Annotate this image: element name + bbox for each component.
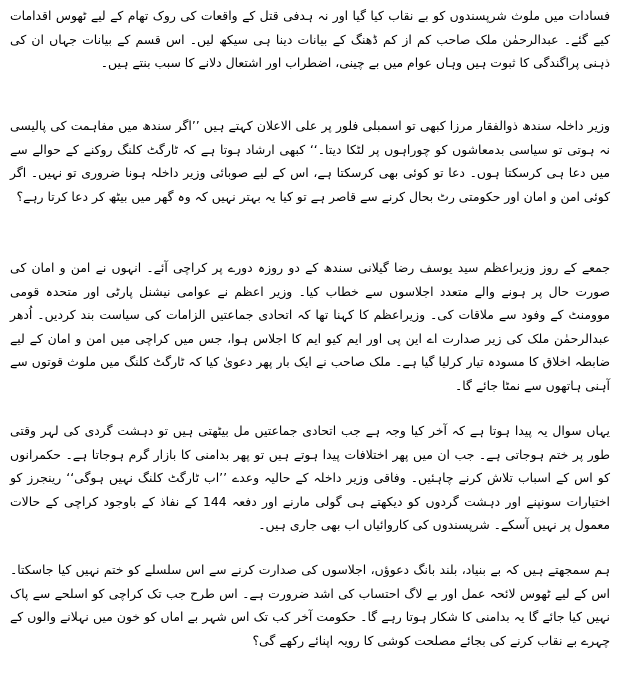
paragraph-4: یہاں سوال یہ پیدا ہوتا ہے کہ آخر کیا وجہ ہے جب اتحادی جماعتیں مل بیٹھتی ہیں تو دہشت گردی کی لہر وقتی طور پر ختم ہوجاتی ہے۔ جب ان میں پھر اختلافات پیدا ہوتے ہیں تو پھر بدامنی کا بازار گرم ہوجاتا ہے۔ حکمرانوں کو اس کے اسباب تلاش کرنے چاہئیں۔ وفاقی وزیر داخلہ کے حالیہ وعدے ’’اب ٹارگٹ کلنگ نہیں ہوگی‘‘ رینجرز کو اختیارات سونپنے اور دہشت گردوں کو دیکھتے ہی گولی مارنے اور دفعہ 144 کے نفاذ کے باوجود کراچی کے حالات معمول پر نہیں آسکے۔ شرپسندوں کی کاروائیاں اب بھی جاری ہیں۔ (10, 423, 610, 532)
paragraph-3: جمعے کے روز وزیراعظم سید یوسف رضا گیلانی سندھ کے دو روزہ دورے پر کراچی آئے۔ انہوں نے امن و امان کی صورت حال پر ہونے والے متعدد اجلاسوں سے خطاب کیا۔ وزیر اعظم نے عوامی نیشنل پارٹی اور متحدہ قومی موومنٹ کے وفود سے ملاقات کی۔ وزیراعظم کا کہنا تھا کہ اتحادی جماعتیں الزامات کی سیاست بند کردیں۔ اُدھر عبدالرحمٰن ملک کی زیر صدارت اے این پی اور ایم کیو ایم کا اجلاس ہوا، جس میں کراچی میں امن و امان کے لیے ضابطہ اخلاق کا مسودہ تیار کرلیا گیا ہے۔ ملک صاحب نے ایک بار پھر دعویٰ کیا کہ ٹارگٹ کلنگ میں ملوث قوتوں سے آہنی ہاتھوں سے نمٹا جائے گا۔ (10, 260, 610, 393)
paragraph-1: فسادات میں ملوث شرپسندوں کو بے نقاب کیا گیا اور نہ ہدفی قتل کے واقعات کی روک تھام کے لیے ٹھوس اقدامات کیے گئے۔ عبدالرحمٰن ملک صاحب کم از کم ڈھنگ کے بیانات دینا ہی سیکھ لیں۔ اس قسم کے بیانات جہاں ان کی ذہنی پراگندگی کا ثبوت ہیں وہاں عوام میں بے چینی، اضطراب اور اشتعال دلانے کا سبب بنتے ہیں۔ (10, 8, 610, 70)
paragraph-5: ہم سمجھتے ہیں کہ بے بنیاد، بلند بانگ دعوؤں، اجلاسوں کی صدارت کرنے سے اس سلسلے کو ختم نہیں کیا جاسکتا۔ اس کے لیے ٹھوس لائحہ عمل اور بے لاگ احتساب کی اشد ضرورت ہے۔ اس طرح جب تک کراچی کو اسلحے سے پاک نہیں کیا جائے گا یہ بدامنی کا شکار ہوتا رہے گا۔ حکومت آخر کب تک اس شہر بے اماں کو خون میں نہلانے والوں کے چہرے بے نقاب کرنے کی بجائے مصلحت کوشی کا رویہ اپنائے رکھے گی؟ (10, 562, 610, 648)
paragraph-2: وزیر داخلہ سندھ ذوالفقار مرزا کبھی تو اسمبلی فلور پر علی الاعلان کہتے ہیں ’’اگر سندھ میں مفاہمت کی پالیسی نہ ہوتی تو سیاسی بدمعاشوں کو چوراہوں پر لٹکا دیتا۔‘‘ کبھی ارشاد ہوتا ہے کہ ٹارگٹ کلنگ روکنے کے حوالے سے میں دعا ہی کرسکتا ہوں۔ دعا تو کوئی بھی کرسکتا ہے، اس کے لیے صوبائی وزیر داخلہ ہونا ضروری تو نہیں۔ اگر کوئی امن و امان اور حکومتی رٹ بحال کرنے سے قاصر ہے تو کیا یہ بہتر نہیں کہ وہ گھر میں بیٹھ کر دعا کرتا رہے؟ (10, 118, 610, 204)
